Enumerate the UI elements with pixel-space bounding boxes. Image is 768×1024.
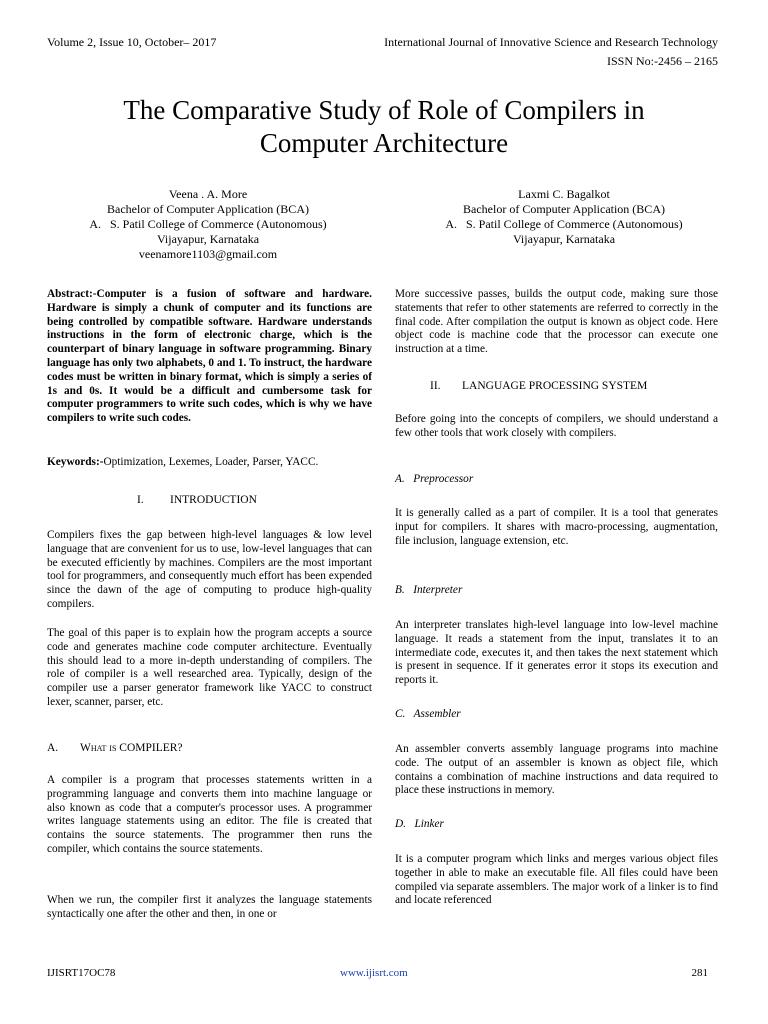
paper-title <box>60 94 708 160</box>
keywords-text: Optimization, Lexemes, Loader, Parser, YACC. <box>103 456 319 468</box>
page-number: 281 <box>691 967 708 979</box>
author-email[interactable]: veenamore1103@gmail.com <box>138 247 278 261</box>
paper-title-line-1: The Comparative Study of Role of Compilers in <box>123 95 645 125</box>
section-1-number: I. <box>137 494 144 506</box>
assembler-paragraph: An assembler converts assembly language programs into machine code. The output of an assembler is known as object file, which contains a combination of machine instructions and data required to place these instructions in memory. <box>395 743 718 797</box>
section-2-number: II. <box>430 380 441 392</box>
author-city: Vijayapur, Karnataka <box>512 232 616 246</box>
continued-paragraph: More successive passes, builds the output code, making sure those statements that refer to other statements are referred to correctly in the final code. After compilation the output is known as object code. Here object code is machine code that the processor can execute one instruction at a time. <box>395 288 718 356</box>
intro-paragraph-2: The goal of this paper is to explain how the program accepts a source code and generates machine code computer architecture. Eventually this should lead to a more in-depth understanding of compilers. The role of compiler is a well researched area. Typically, design of the compiler use a parser generator framework like YACC to construct lexer, scanner, parser, etc. <box>47 627 372 708</box>
journal-name: International Journal of Innovative Science and Research Technology <box>384 35 718 49</box>
journal-website-link[interactable]: www.ijisrt.com <box>340 967 408 979</box>
author-degree: Bachelor of Computer Application (BCA) <box>463 202 665 216</box>
author-degree: Bachelor of Computer Application (BCA) <box>107 202 309 216</box>
subsection-linker: D. Linker <box>395 818 444 830</box>
author-name: Laxmi C. Bagalkot <box>518 187 610 201</box>
section-2-title: LANGUAGE PROCESSING SYSTEM <box>462 380 648 392</box>
author-college: A. S. Patil College of Commerce (Autonomous) <box>89 217 327 231</box>
author-block-1 <box>28 187 388 262</box>
compiler-paragraph: A compiler is a program that processes statements written in a programming language and converts them into machine language or also known as code that a computer's processor uses. A programmer writes language statements using an editor. The file is created that contains the source statements. The programmer then runs the compiler, which contains the source statements. <box>47 774 372 855</box>
intro-paragraph-1: Compilers fixes the gap between high-level languages & low level language that are convenient for us to use, low-level languages that can be executed efficiently by machines. Compilers are the most important tool for programmers, and consequently much effort has been expended since the dawn of the age of computing to produce high-quality compilers. <box>47 529 372 610</box>
subsection-a-title: What is COMPILER? <box>80 742 183 754</box>
keywords-line <box>47 456 372 470</box>
subsection-a-number: A. <box>47 742 59 754</box>
section-1-title: INTRODUCTION <box>170 494 257 506</box>
author-name: Veena . A. More <box>168 187 248 201</box>
tools-intro-paragraph: Before going into the concepts of compilers, we should understand a few other tools that work closely with compilers. <box>395 413 718 439</box>
author-block-2 <box>384 187 744 247</box>
paper-id: IJISRT17OC78 <box>47 967 116 979</box>
interpreter-paragraph: An interpreter translates high-level language into low-level machine language. It reads a statement from the input, translates it to an intermediate code, executes it, and then takes the next statement which is present in sequence. If it generates error it stops its execution and reports it. <box>395 619 718 687</box>
subsection-interpreter: B. Interpreter <box>395 584 463 596</box>
preprocessor-paragraph: It is generally called as a part of compiler. It is a tool that generates input for compilers. It shares with macro-processing, augmentation, file inclusion, language extension, etc. <box>395 507 718 547</box>
compiler-paragraph-2: When we run, the compiler first it analyzes the language statements syntactically one after the other and then, in one or <box>47 894 372 920</box>
paper-title-line-2: Computer Architecture <box>259 128 509 158</box>
journal-volume: Volume 2, Issue 10, October– 2017 <box>47 35 217 49</box>
subsection-assembler: C. Assembler <box>395 708 461 720</box>
journal-issn: ISSN No:-2456 – 2165 <box>606 54 718 68</box>
keywords-label: Keywords:- <box>47 456 104 468</box>
linker-paragraph: It is a computer program which links and merges various object files together in able to make an executable file. All files could have been compiled via separate assemblers. The major work of a linker is to find and locate referenced <box>395 853 718 907</box>
author-college: A. S. Patil College of Commerce (Autonomous) <box>445 217 683 231</box>
abstract-paragraph: Abstract:-Computer is a fusion of software and hardware. Hardware is simply a chunk of computer and its functions are being controlled by compatible software. Hardware understands instructions in the form of electronic charge, which is the counterpart of binary language in software programming. Binary language has only two alphabets, 0 and 1. To instruct, the hardware codes must be written in binary format, which is simply a series of 1s and 0s. It would be a difficult and cumbersome task for computer programmers to write such codes, which is why we have compilers to write such codes. <box>47 288 372 425</box>
author-city: Vijayapur, Karnataka <box>156 232 260 246</box>
subsection-preprocessor: A. Preprocessor <box>395 473 474 485</box>
